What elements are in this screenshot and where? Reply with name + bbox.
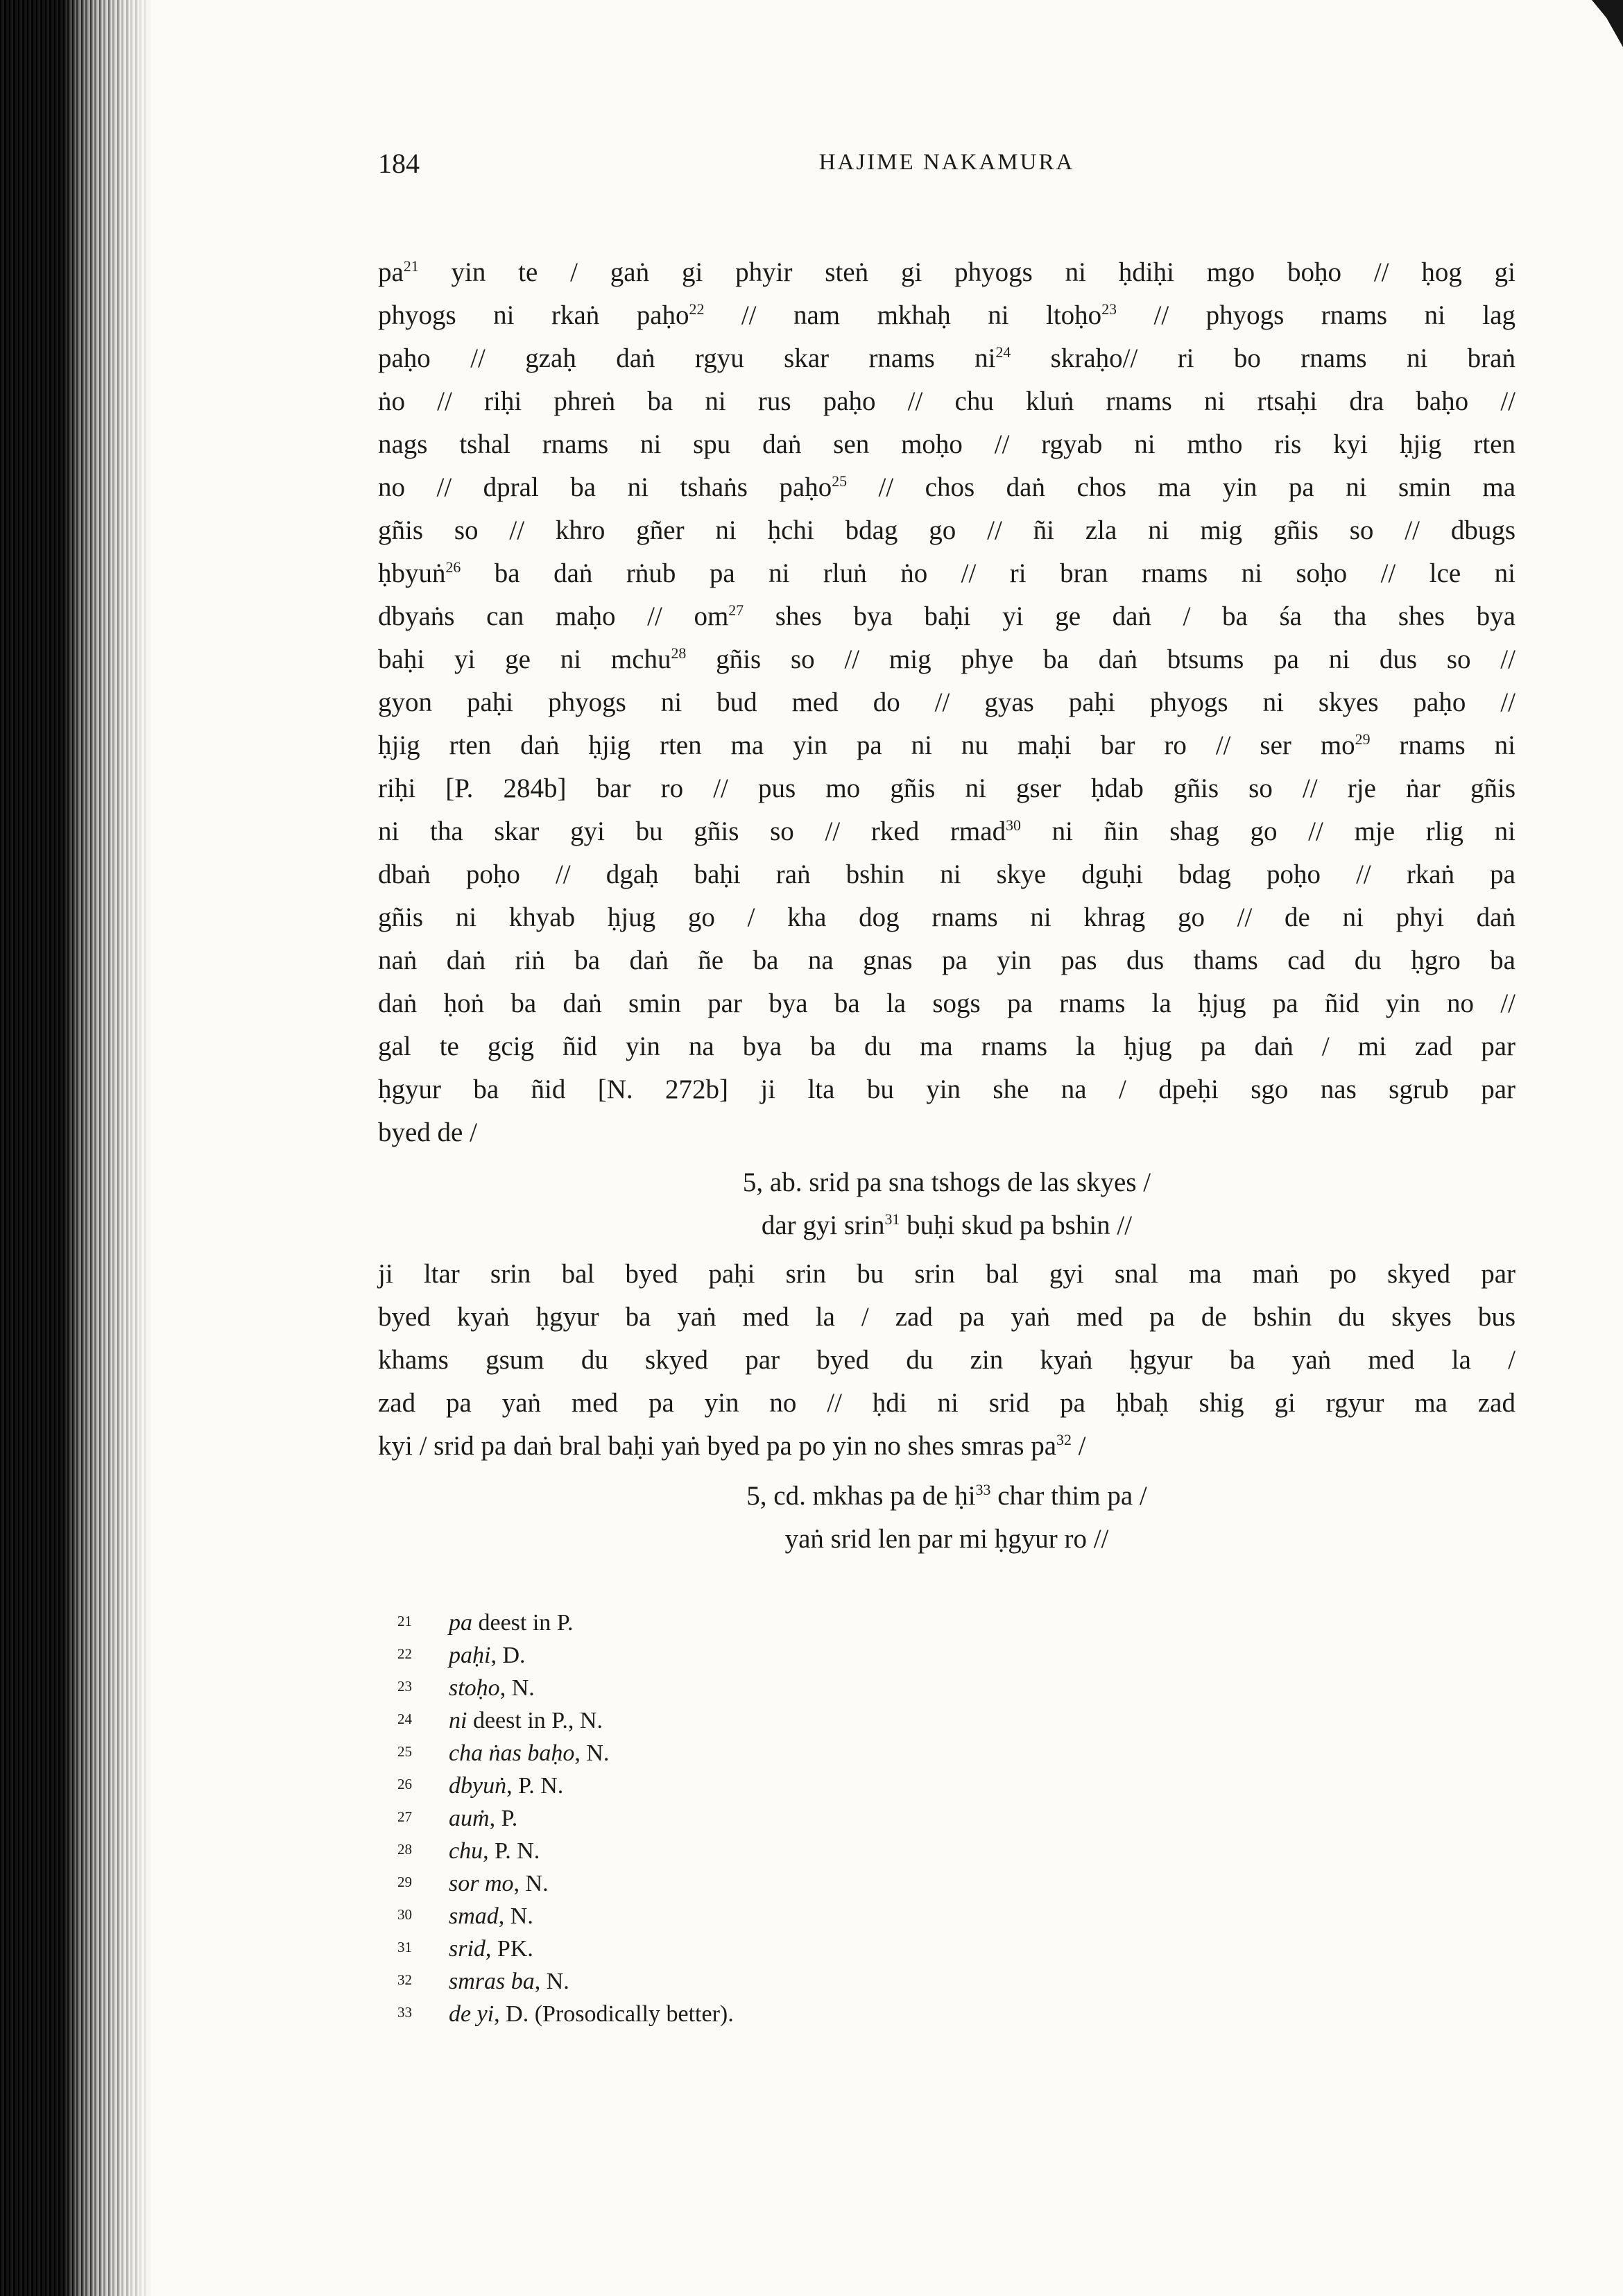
footnote-item: [378, 1704, 1515, 1737]
footnote-number: 24: [397, 1711, 412, 1727]
footnote-item: [378, 1998, 1515, 2030]
text-line: baḥi yi ge ni mchu$^{28}$ gñis so // mig phye ba daṅ btsums pa ni dus so //: [378, 644, 1515, 674]
footnote-item: [378, 1965, 1515, 1998]
footnote-term: chu: [449, 1838, 483, 1864]
footnote-number: 25: [397, 1743, 412, 1760]
footnote-number: 33: [397, 2004, 412, 2021]
footnote-term: srid: [449, 1936, 486, 1962]
text-block: [378, 251, 1515, 2030]
text-line: no // dpral ba ni tshaṅs paḥo$^{25}$ // chos daṅ chos ma yin pa ni smin ma: [378, 472, 1515, 502]
footnote-number: 30: [397, 1906, 412, 1923]
text-line: ṅo // riḥi phreṅ ba ni rus paḥo // chu kluṅ rnams ni rtsaḥi dra baḥo //: [378, 386, 1515, 416]
footnote-text: deest in P.: [472, 1610, 574, 1636]
scan-corner-artifact: [1581, 0, 1623, 59]
footnote-text: , P.: [489, 1806, 518, 1831]
footnote-item: [378, 1933, 1515, 1965]
footnote-term: smad: [449, 1903, 499, 1929]
footnote-number: 21: [397, 1613, 412, 1629]
footnote-text: , D. (Prosodically better).: [494, 2001, 734, 2027]
text-line: pa$^{21}$ yin te / gaṅ gi phyir steṅ gi phyogs ni ḥdiḥi mgo boḥo // ḥog gi: [378, 257, 1515, 287]
footnote-number: 26: [397, 1776, 412, 1792]
footnote-text: , N.: [499, 1675, 535, 1701]
footnote-item: [378, 1835, 1515, 1867]
text-line: dbyaṅs can maḥo // om$^{27}$ shes bya baḥi yi ge daṅ / ba śa tha shes bya: [378, 601, 1515, 631]
footnote-ref: 27: [728, 602, 744, 619]
text-line: gñis ni khyab ḥjug go / kha dog rnams ni khrag go // de ni phyi daṅ: [378, 902, 1515, 932]
paragraph-2: [378, 1253, 1515, 1468]
footnote-term: dbyuṅ: [449, 1773, 507, 1799]
text-line: dbaṅ poḥo // dgaḥ baḥi raṅ bshin ni skye dguḥi bdag poḥo // rkaṅ pa: [378, 859, 1515, 889]
text-line: gñis so // khro gñer ni ḥchi bdag go // ñi zla ni mig gñis so // dbugs: [378, 515, 1515, 545]
text-line: gyon paḥi phyogs ni bud med do // gyas paḥi phyogs ni skyes paḥo //: [378, 687, 1515, 717]
footnote-term: auṁ: [449, 1806, 490, 1831]
page-header: [378, 147, 1515, 185]
footnote-term: ni: [449, 1708, 467, 1733]
footnote-number: 32: [397, 1971, 412, 1988]
footnote-ref: 24: [995, 344, 1011, 361]
footnote-term: sor mo: [449, 1871, 514, 1896]
text-line: 5, cd. mkhas pa de ḥi$^{33}$ char thim pa /: [746, 1481, 1147, 1511]
paragraph-1: [378, 251, 1515, 1154]
text-line: ḥbyuṅ$^{26}$ ba daṅ rṅub pa ni rluṅ ṅo // ri bran rnams ni soḥo // lce ni: [378, 558, 1515, 588]
footnotes: [378, 1607, 1515, 2030]
footnote-ref: 30: [1006, 817, 1021, 834]
footnote-term: pa: [449, 1610, 472, 1636]
text-line: paḥo // gzaḥ daṅ rgyu skar rnams ni$^{24}$ skraḥo// ri bo rnams ni braṅ: [378, 343, 1515, 373]
footnote-item: [378, 1737, 1515, 1770]
text-line: daṅ ḥoṅ ba daṅ smin par bya ba la sogs pa rnams la ḥjug pa ñid yin no //: [378, 988, 1515, 1018]
footnote-item: [378, 1607, 1515, 1639]
text-line: gal te gcig ñid yin na bya ba du ma rnams la ḥjug pa daṅ / mi zad par: [378, 1031, 1515, 1061]
text-line: riḥi [P. 284b] bar ro // pus mo gñis ni gser ḥdab gñis so // rje ṅar gñis: [378, 773, 1515, 803]
footnote-item: [378, 1639, 1515, 1672]
text-line: naṅ daṅ riṅ ba daṅ ñe ba na gnas pa yin pas dus thams cad du ḥgro ba: [378, 945, 1515, 975]
scan-binding-streaks: [0, 0, 153, 2296]
text-line: nags tshal rnams ni spu daṅ sen moḥo // rgyab ni mtho ris kyi ḥjig rten: [378, 429, 1515, 459]
footnote-number: 29: [397, 1874, 412, 1890]
footnote-text: , D.: [490, 1643, 526, 1668]
text-line: phyogs ni rkaṅ paḥo$^{22}$ // nam mkhaḥ ni ltoḥo$^{23}$ // phyogs rnams ni lag: [378, 300, 1516, 330]
footnote-ref: 33: [975, 1482, 991, 1498]
footnote-text: , N.: [534, 1969, 569, 1994]
footnote-text: , P. N.: [483, 1838, 540, 1864]
footnote-text: , N.: [574, 1740, 610, 1766]
footnote-term: paḥi: [449, 1643, 491, 1668]
footnote-ref: 31: [884, 1211, 900, 1228]
footnote-text: , N.: [498, 1903, 533, 1929]
footnote-ref: 29: [1355, 731, 1371, 748]
page-number: 184: [378, 148, 420, 179]
text-line: 5, ab. srid pa sna tshogs de las skyes /: [742, 1167, 1151, 1197]
text-line: ni tha skar gyi bu gñis so // rked rmad$^{30}$ ni ñin shag go // mje rlig ni: [378, 816, 1515, 846]
footnote-number: 23: [397, 1678, 412, 1695]
footnote-item: [378, 1900, 1515, 1933]
text-line: ḥjig rten daṅ ḥjig rten ma yin pa ni nu maḥi bar ro // ser mo$^{29}$ rnams ni: [378, 730, 1515, 760]
footnote-number: 31: [397, 1939, 412, 1955]
verse-5cd: [378, 1475, 1515, 1561]
footnote-ref: 28: [671, 645, 687, 662]
footnote-text: , N.: [513, 1871, 549, 1896]
footnote-number: 27: [397, 1808, 412, 1825]
text-line: khams gsum du skyed par byed du zin kyaṅ ḥgyur ba yaṅ med la /: [378, 1345, 1515, 1375]
footnote-ref: 22: [689, 301, 705, 318]
footnote-ref: 26: [445, 559, 461, 576]
text-line: kyi / srid pa daṅ bral baḥi yaṅ byed pa po yin no shes smras pa$^{32}$ /: [378, 1431, 1086, 1461]
footnote-ref: 32: [1056, 1432, 1072, 1448]
text-line: dar gyi srin$^{31}$ buḥi skud pa bshin //: [761, 1210, 1133, 1240]
footnote-ref: 21: [403, 258, 419, 275]
footnote-text: , PK.: [485, 1936, 533, 1962]
footnote-item: [378, 1672, 1515, 1704]
verse-5ab: [378, 1161, 1515, 1247]
footnote-term: cha ṅas baḥo: [449, 1740, 575, 1766]
text-line: ji ltar srin bal byed paḥi srin bu srin bal gyi snal ma maṅ po skyed par: [378, 1259, 1515, 1289]
text-line: byed kyaṅ ḥgyur ba yaṅ med la / zad pa yaṅ med pa de bshin du skyes bus: [378, 1302, 1515, 1332]
footnote-term: smras ba: [449, 1969, 535, 1994]
footnote-ref: 23: [1101, 301, 1117, 318]
footnote-term: stoḥo: [449, 1675, 500, 1701]
text-line: ḥgyur ba ñid [N. 272b] ji lta bu yin she na / dpeḥi sgo nas sgrub par: [378, 1074, 1515, 1104]
footnote-term: de yi: [449, 2001, 495, 2027]
footnote-item: [378, 1802, 1515, 1835]
footnote-item: [378, 1770, 1515, 1802]
footnote-number: 22: [397, 1645, 412, 1662]
text-line: byed de /: [378, 1117, 477, 1147]
footnote-item: [378, 1867, 1515, 1900]
footnote-number: 28: [397, 1841, 412, 1858]
footnote-ref: 25: [832, 473, 848, 490]
text-line: zad pa yaṅ med pa yin no // ḥdi ni srid pa ḥbaḥ shig gi rgyur ma zad: [378, 1388, 1515, 1418]
footnote-text: deest in P., N.: [467, 1708, 603, 1733]
text-line: yaṅ srid len par mi ḥgyur ro //: [784, 1524, 1109, 1554]
running-header: HAJIME NAKAMURA: [818, 150, 1075, 175]
footnote-text: , P. N.: [506, 1773, 564, 1799]
